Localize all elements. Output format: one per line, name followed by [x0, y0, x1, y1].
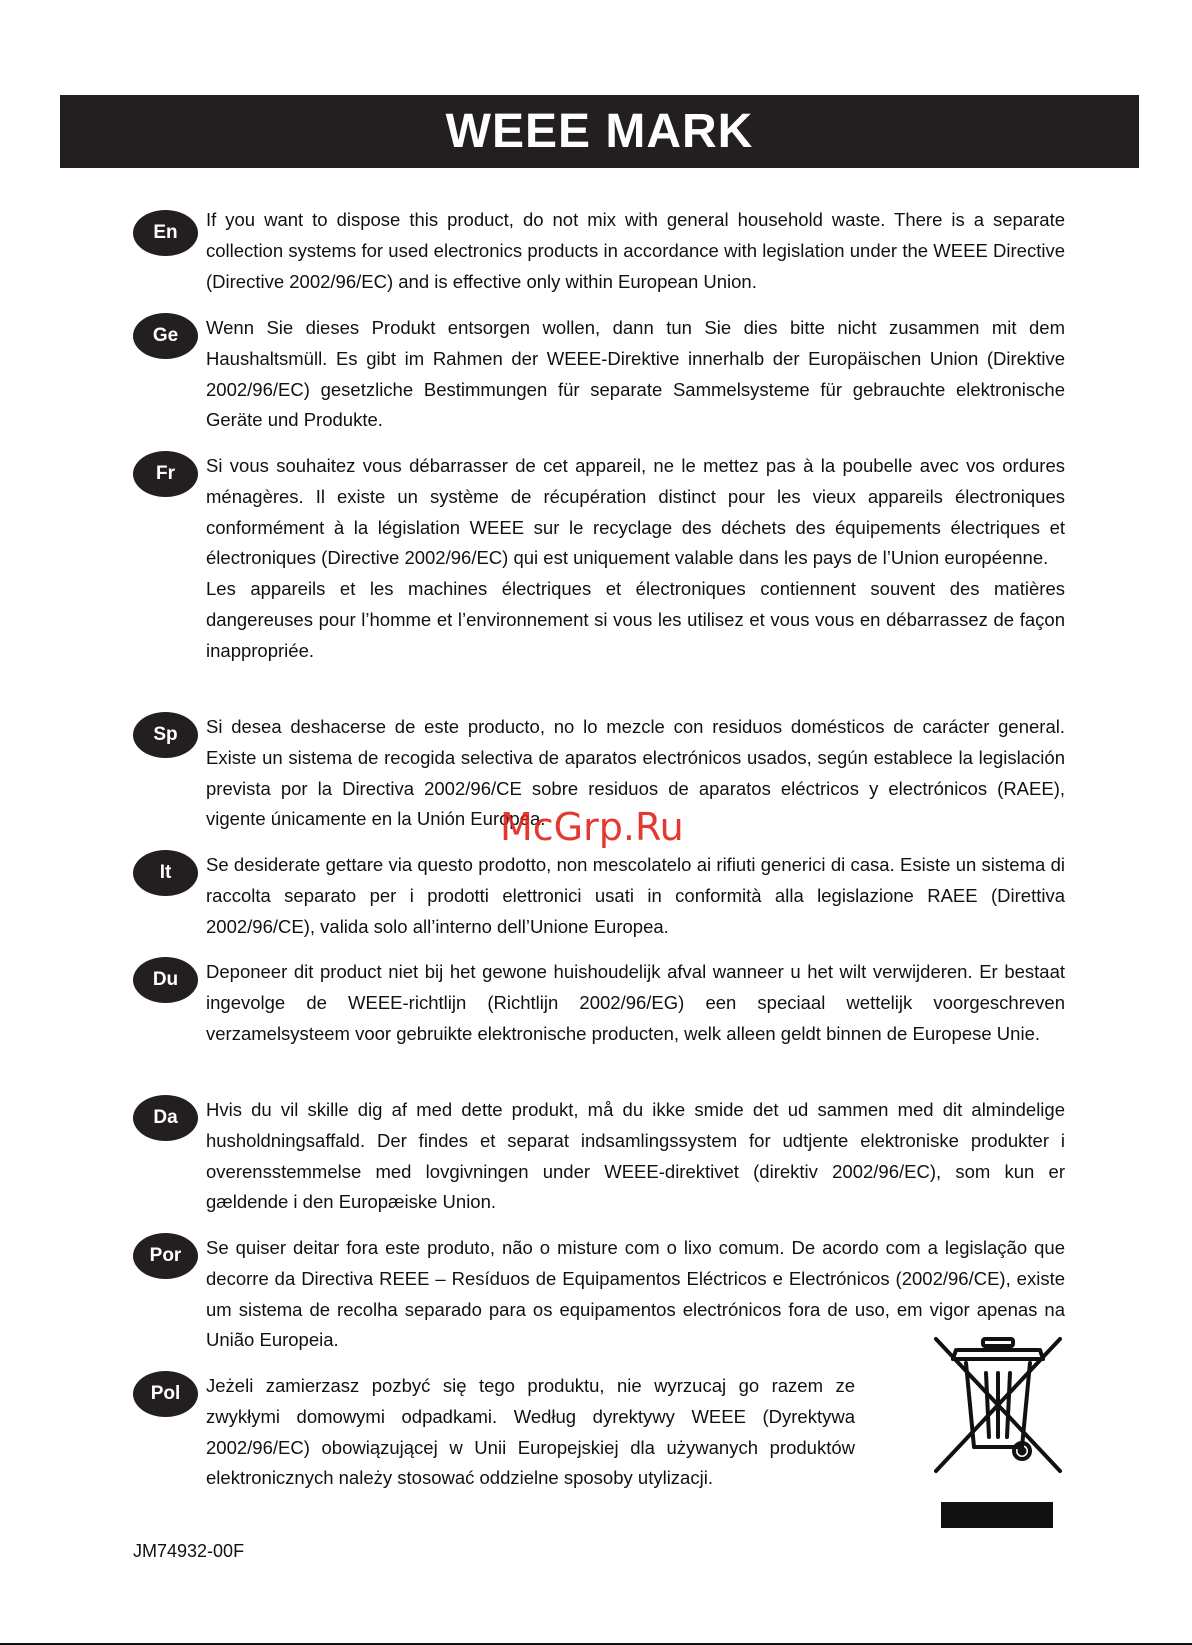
title-banner [60, 95, 1139, 168]
document-number: JM74932-00F [133, 1541, 245, 1561]
section-text-du [206, 957, 1065, 1049]
language-badge-en: En [133, 210, 198, 256]
language-badge-fr: Fr [133, 451, 198, 497]
language-badge-du: Du [133, 957, 198, 1003]
language-badge-pol: Pol [133, 1371, 198, 1417]
watermark: McGrp.Ru [500, 805, 684, 849]
paragraph: Deponeer dit product niet bij het gewone huishoudelijk afval wanneer u het wilt verwijderen. Er bestaat ingevolge de WEEE-richtlijn (Richtlijn 2002/96/EG) een speciaal wettelijk voorgeschreven verzamelsysteem voor gebruikte elektronische producten, welk alleen geldt binnen de Europese Unie. [206, 961, 1065, 1044]
language-badge-da: Da [133, 1095, 198, 1141]
section-text-en [206, 205, 1065, 297]
paragraph: Si desea deshacerse de este producto, no lo mezcle con residuos domésticos de carácter general. Existe un sistema de recogida selectiva de aparatos electrónicos usados, según establece la legislación prevista por la Directiva 2002/96/CE sobre residuos de aparatos eléctricos y electrónicos (RAEE), vigente únicamente en la Unión Europea. [206, 716, 1065, 830]
paragraph: If you want to dispose this product, do not mix with general household waste. There is a separate collection systems for used electronics products in accordance with legislation under the WEEE Directive (Directive 2002/96/EC) and is effective only within European Union. [206, 209, 1065, 292]
language-badge-it: It [133, 850, 198, 896]
language-badge-por: Por [133, 1233, 198, 1279]
paragraph: Jeżeli zamierzasz pozbyć się tego produktu, nie wyrzucaj go razem ze zwykłymi domowymi odpadkami. Według dyrektywy WEEE (Dyrektywa 2002/96/EC) obowiązującej w Unii Europejskiej dla używanych produktów elektronicznych należy stosować oddzielne sposoby utylizacji. [206, 1375, 855, 1489]
section-text-pol [206, 1371, 855, 1494]
paragraph: Hvis du vil skille dig af med dette produkt, må du ikke smide det ud sammen med dit almindelige husholdningsaffald. Der findes et separat indsamlingssystem for udtjente elektroniske produkter i overensstemmelse med lovgivningen under WEEE-direktivet (direktiv 2002/96/EC), som kun er gældende i den Europæiske Union. [206, 1099, 1065, 1213]
section-text-da [206, 1095, 1065, 1218]
weee-symbol-bar [941, 1502, 1053, 1528]
language-badge-ge: Ge [133, 313, 198, 359]
paragraph: Se quiser deitar fora este produto, não o misture com o lixo comum. De acordo com a legislação que decorre da Directiva REEE – Resíduos de Equipamentos Eléctricos e Electrónicos (2002/96/CE), existe um sistema de recolha separado para os equipamentos electrónicos fora de uso, em vigor apenas na União Europeia. [206, 1237, 1065, 1351]
crossed-out-wheelie-bin-icon [928, 1333, 1068, 1477]
paragraph: Les appareils et les machines électriques et électroniques contiennent souvent des matières dangereuses pour l’homme et l’environnement si vous les utilisez et vous vous en débarrassez de façon inappropriée. [206, 578, 1065, 661]
language-badge-sp: Sp [133, 712, 198, 758]
section-text-it [206, 850, 1065, 942]
paragraph: Wenn Sie dieses Produkt entsorgen wollen, dann tun Sie dies bitte nicht zusammen mit dem Haushaltsmüll. Es gibt im Rahmen der WEEE-Direktive innerhalb der Europäischen Union (Direktive 2002/96/EC) gesetzliche Bestimmungen für separate Sammelsysteme für gebrauchte elektronische Geräte und Produkte. [206, 317, 1065, 431]
page-title: WEEE MARK [445, 105, 754, 158]
section-text-ge [206, 313, 1065, 436]
section-text-fr [206, 451, 1065, 667]
paragraph: Se desiderate gettare via questo prodotto, non mescolatelo ai rifiuti generici di casa. Esiste un sistema di raccolta separato per i prodotti elettronici usati in conformità alla legislazione RAEE (Direttiva 2002/96/CE), valida solo all’interno dell’Unione Europea. [206, 854, 1065, 937]
paragraph: Si vous souhaitez vous débarrasser de cet appareil, ne le mettez pas à la poubelle avec vos ordures ménagères. Il existe un système de récupération distinct pour les vieux appareils électroniques conformément à la législation WEEE sur le recyclage des déchets des équipements électriques et électroniques (Directive 2002/96/EC) qui est uniquement valable dans les pays de l’Union européenne. [206, 455, 1065, 569]
